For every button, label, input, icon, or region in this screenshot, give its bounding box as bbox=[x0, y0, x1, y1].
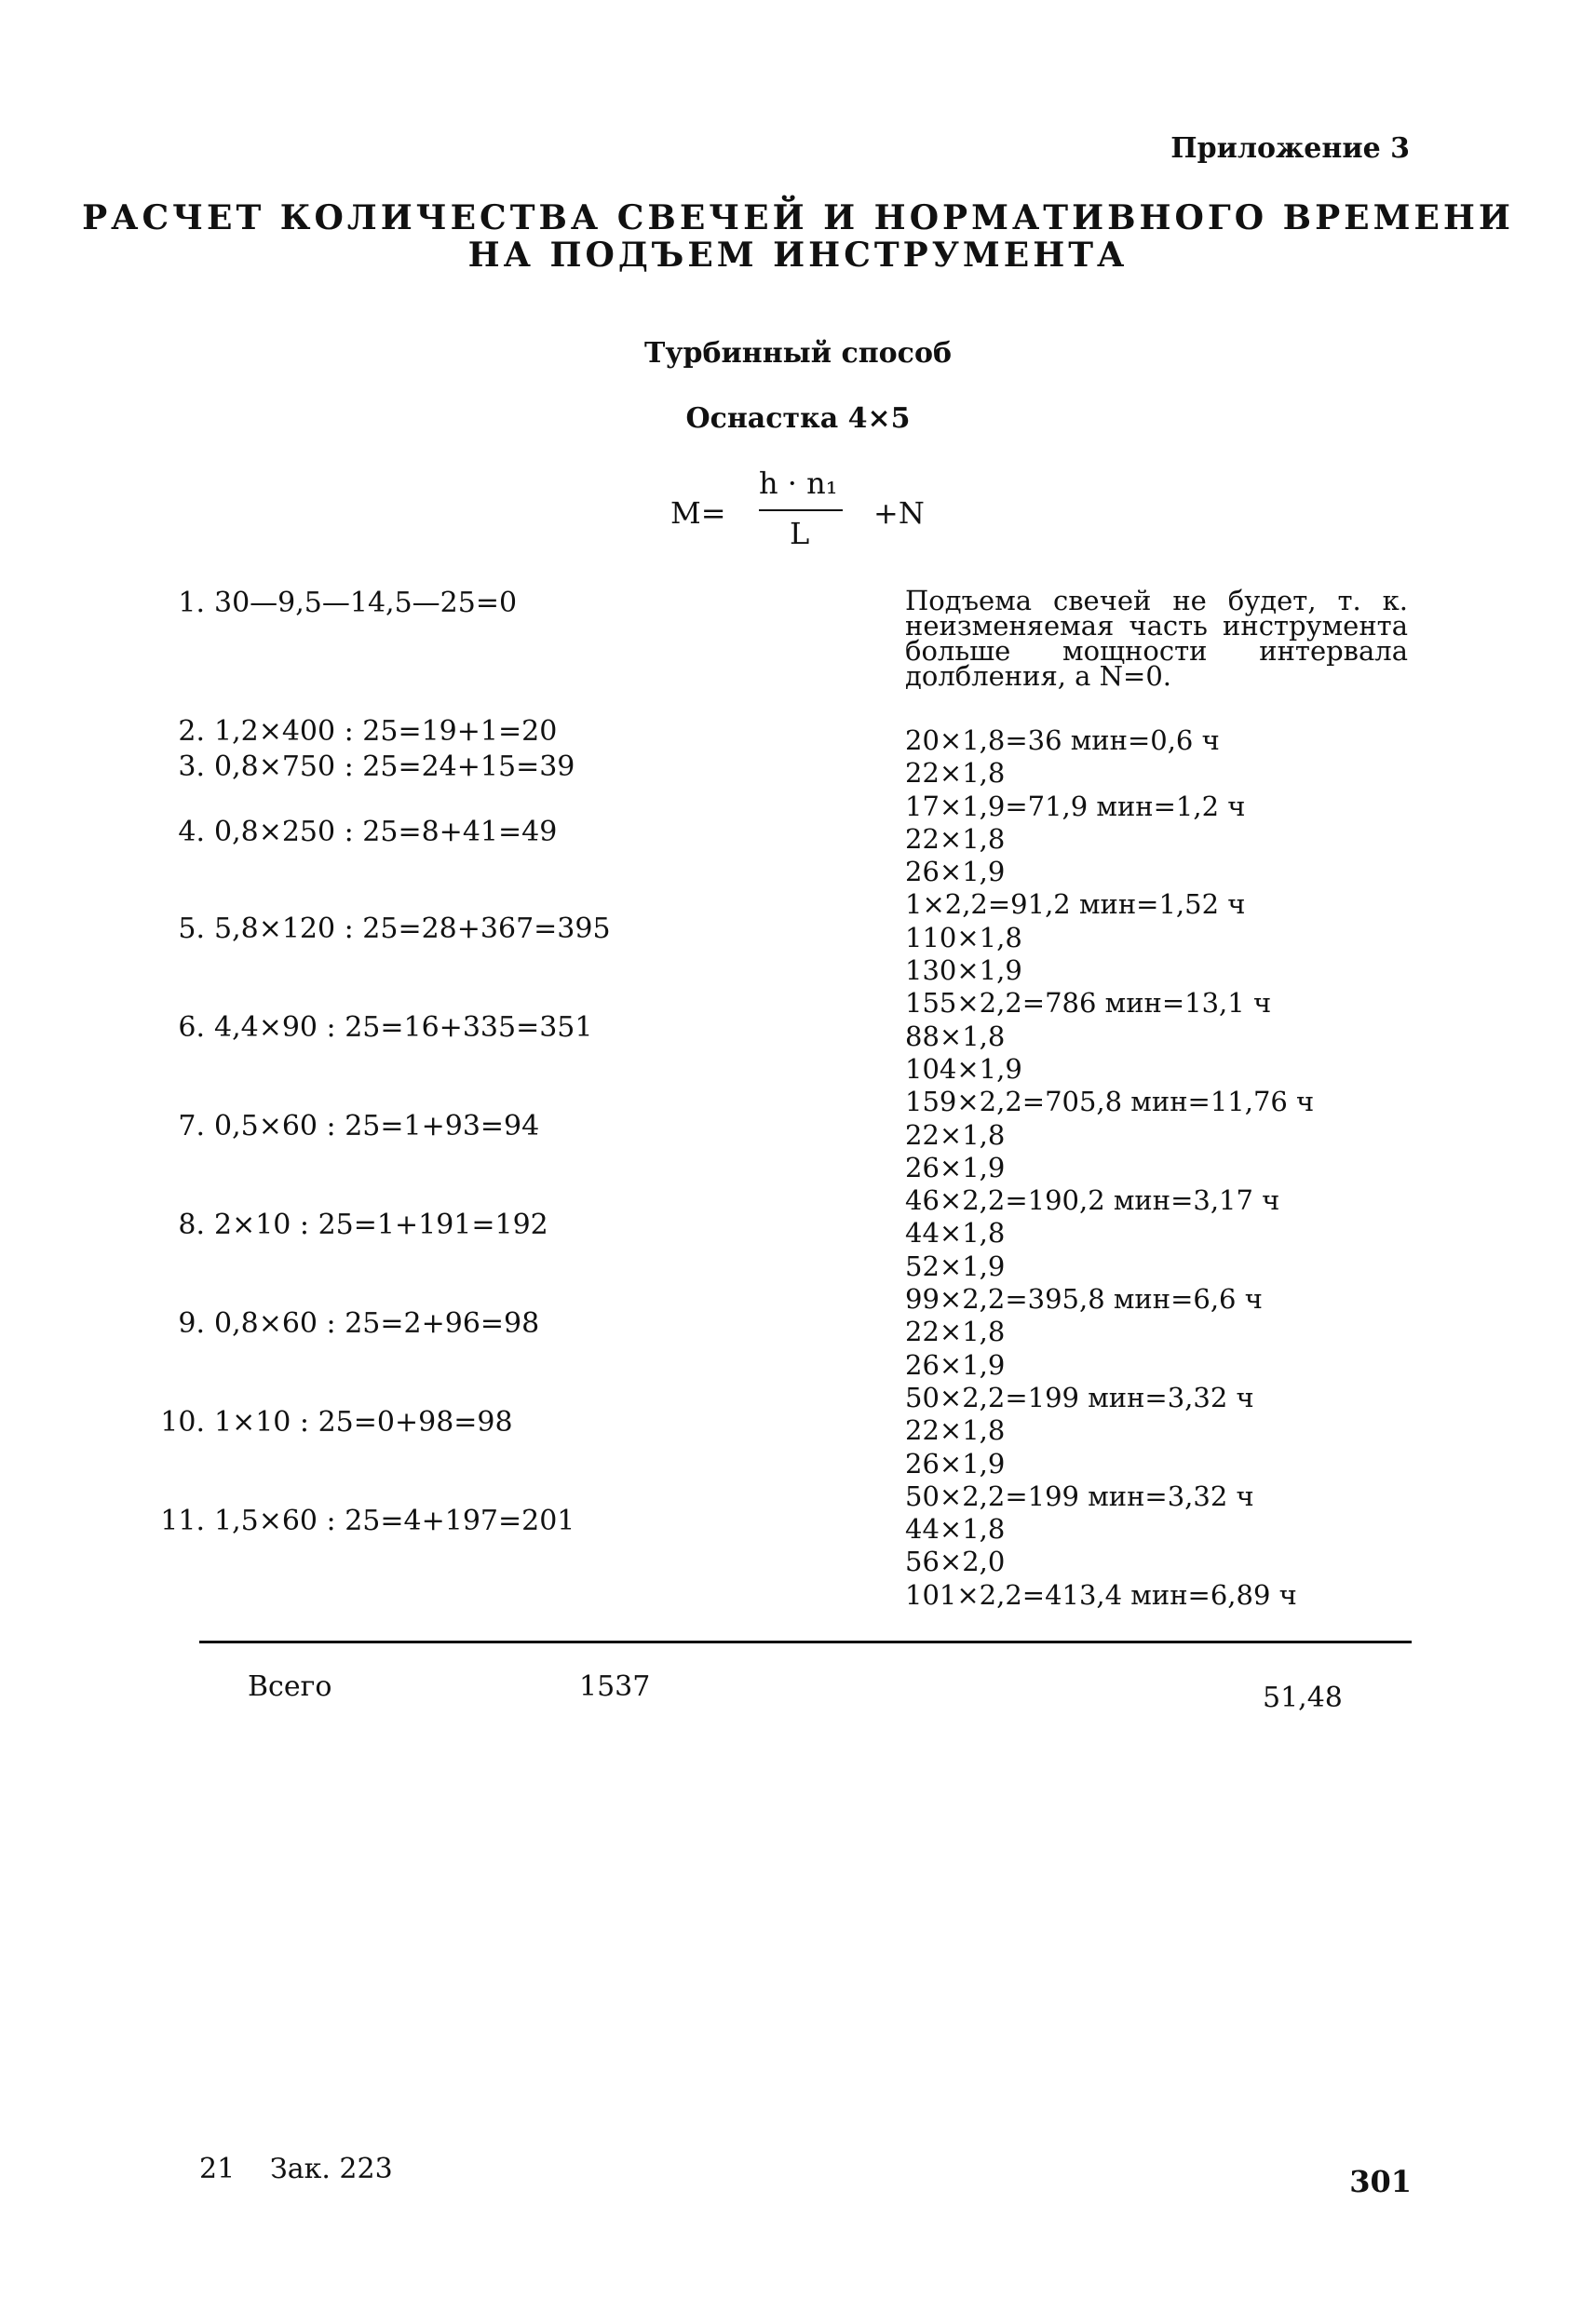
calc-number: 2. bbox=[178, 715, 205, 748]
title-line-1: РАСЧЕТ КОЛИЧЕСТВА СВЕЧЕЙ И НОРМАТИВНОГО ВРЕМЕНИ bbox=[82, 198, 1514, 237]
calc-row-9 bbox=[156, 1307, 539, 1340]
calc-row-3 bbox=[156, 750, 575, 783]
time-line: 22×1,8 bbox=[905, 822, 1006, 855]
rigging-heading: Оснастка 4×5 bbox=[685, 402, 911, 435]
time-line: 159×2,2=705,8 мин=11,76 ч bbox=[905, 1086, 1315, 1118]
calc-expression: 0,5×60 : 25=1+93=94 bbox=[214, 1110, 540, 1142]
calc-expression: 2×10 : 25=1+191=192 bbox=[214, 1209, 548, 1241]
time-line: 22×1,8 bbox=[905, 1316, 1006, 1348]
calc-number: 11. bbox=[160, 1505, 205, 1537]
time-line: 56×2,0 bbox=[905, 1546, 1006, 1578]
calc-number: 3. bbox=[178, 750, 205, 783]
calc-number: 5. bbox=[178, 912, 205, 945]
calc-row-6 bbox=[156, 1011, 592, 1044]
calc-number: 4. bbox=[178, 816, 205, 848]
time-line: 22×1,8 bbox=[905, 1414, 1006, 1447]
calc-number: 6. bbox=[178, 1011, 205, 1044]
calc-expression: 1×10 : 25=0+98=98 bbox=[214, 1406, 513, 1439]
footer-order: Зак. 223 bbox=[270, 2153, 393, 2185]
time-line: 99×2,2=395,8 мин=6,6 ч bbox=[905, 1283, 1263, 1316]
time-line: 26×1,9 bbox=[905, 1447, 1006, 1480]
time-calculations bbox=[905, 724, 1314, 1612]
calc-row-11 bbox=[156, 1505, 575, 1537]
calc-row-10 bbox=[156, 1406, 513, 1439]
page-number: 301 bbox=[1349, 2164, 1412, 2199]
formula-rhs: +N bbox=[873, 495, 925, 531]
time-line: 155×2,2=786 мин=13,1 ч bbox=[905, 987, 1272, 1020]
time-line: 130×1,9 bbox=[905, 954, 1022, 987]
time-line: 44×1,8 bbox=[905, 1217, 1006, 1250]
time-line: 20×1,8=36 мин=0,6 ч bbox=[905, 724, 1220, 756]
calc-expression: 0,8×250 : 25=8+41=49 bbox=[214, 816, 558, 848]
time-line: 46×2,2=190,2 мин=3,17 ч bbox=[905, 1184, 1280, 1217]
calc-number: 8. bbox=[178, 1209, 205, 1241]
time-line: 88×1,8 bbox=[905, 1020, 1006, 1052]
time-line: 101×2,2=413,4 мин=6,89 ч bbox=[905, 1578, 1297, 1611]
calc-expression: 1,5×60 : 25=4+197=201 bbox=[214, 1505, 575, 1537]
calc-number: 1. bbox=[178, 587, 205, 619]
time-line: 104×1,9 bbox=[905, 1052, 1022, 1085]
calc-expression: 30—9,5—14,5—25=0 bbox=[214, 587, 518, 619]
total-label: Всего bbox=[248, 1670, 332, 1703]
calc-row-2 bbox=[156, 715, 557, 748]
calc-row-7 bbox=[156, 1110, 539, 1142]
time-line: 17×1,9=71,9 мин=1,2 ч bbox=[905, 790, 1246, 822]
total-candles: 1537 bbox=[579, 1670, 651, 1703]
calc-row-4 bbox=[156, 816, 557, 848]
time-line: 110×1,8 bbox=[905, 921, 1022, 953]
time-line: 50×2,2=199 мин=3,32 ч bbox=[905, 1381, 1254, 1413]
time-line: 1×2,2=91,2 мин=1,52 ч bbox=[905, 888, 1246, 921]
time-line: 26×1,9 bbox=[905, 1348, 1006, 1381]
time-line: 26×1,9 bbox=[905, 1151, 1006, 1183]
calc-number: 7. bbox=[178, 1110, 205, 1142]
time-line: 44×1,8 bbox=[905, 1513, 1006, 1546]
calc-number: 9. bbox=[178, 1307, 205, 1340]
calc-expression: 4,4×90 : 25=16+335=351 bbox=[214, 1011, 593, 1044]
calc-number: 10. bbox=[160, 1406, 205, 1439]
calc-row-8 bbox=[156, 1209, 548, 1241]
time-line: 50×2,2=199 мин=3,32 ч bbox=[905, 1480, 1254, 1512]
formula-denominator: L bbox=[790, 516, 810, 551]
calc-row-5 bbox=[156, 912, 611, 945]
time-line: 52×1,9 bbox=[905, 1250, 1006, 1282]
calc-expression: 0,8×750 : 25=24+15=39 bbox=[214, 750, 575, 783]
method-heading: Турбинный способ bbox=[644, 337, 952, 370]
time-line: 26×1,9 bbox=[905, 856, 1006, 888]
total-divider bbox=[199, 1641, 1412, 1643]
time-line: 22×1,8 bbox=[905, 1118, 1006, 1151]
total-hours: 51,48 bbox=[1263, 1682, 1343, 1714]
calc-row-1 bbox=[156, 587, 517, 619]
footer-sheet: 21 bbox=[199, 2153, 236, 2185]
title-line-2: НА ПОДЪЕМ ИНСТРУМЕНТА bbox=[467, 236, 1129, 275]
calc-expression: 1,2×400 : 25=19+1=20 bbox=[214, 715, 558, 748]
calc-expression: 5,8×120 : 25=28+367=395 bbox=[214, 912, 611, 945]
page-title bbox=[0, 199, 1596, 274]
appendix-label: Приложение 3 bbox=[1170, 132, 1410, 165]
formula-lhs: М= bbox=[670, 495, 726, 531]
calc-expression: 0,8×60 : 25=2+96=98 bbox=[214, 1307, 540, 1340]
time-line: 22×1,8 bbox=[905, 757, 1006, 790]
formula-numerator: h · n₁ bbox=[759, 466, 838, 501]
fraction-bar bbox=[759, 509, 843, 511]
no-lift-note: Подъема свечей не будет, т. к. неизменяемая часть инструмента больше мощности интервала долбления, а N=0. bbox=[905, 585, 1408, 692]
